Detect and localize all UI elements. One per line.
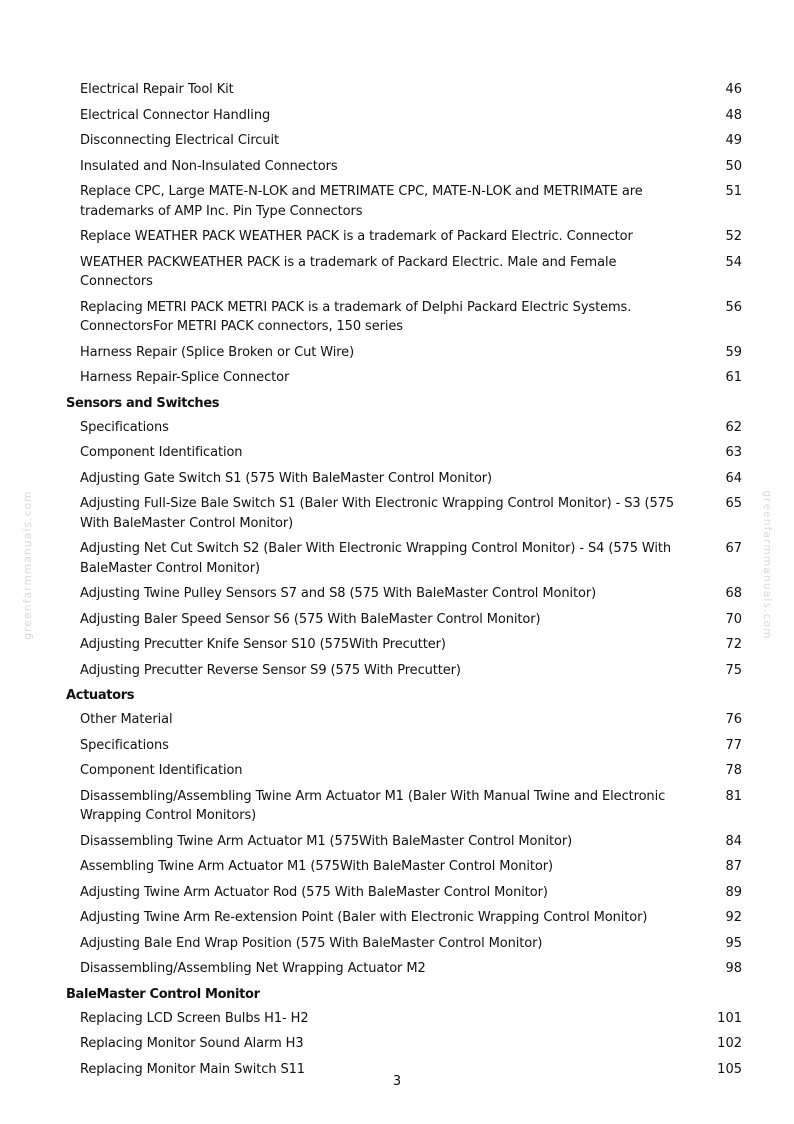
entry-title: Assembling Twine Arm Actuator M1 (575With BaleMaster Control Monitor) [80, 859, 553, 874]
entry-page-number: 75 [725, 662, 742, 678]
toc-entry[interactable] [0, 366, 794, 392]
watermark-left: greenfarmmanuals.com [22, 490, 34, 640]
toc-section-heading [0, 983, 794, 1007]
toc-entry[interactable] [0, 785, 794, 830]
entry-title: Other Material [80, 712, 173, 727]
entry-title: Component Identification [80, 445, 243, 460]
entry-page-number: 54 [725, 254, 742, 270]
entry-title: Replacing LCD Screen Bulbs H1- H2 [80, 1010, 309, 1026]
section-title: Actuators [66, 688, 135, 703]
entry-page-number: 51 [725, 184, 742, 199]
entry-page-number: 49 [725, 133, 742, 148]
toc-entry[interactable] [0, 129, 794, 155]
entry-page-number: 65 [725, 496, 742, 511]
entry-title: Adjusting Precutter Knife Sensor S10 (575With Precutter) [80, 637, 446, 652]
entry-title: Adjusting Precutter Reverse Sensor S9 (575 With Precutter) [80, 662, 461, 678]
entry-page-number: 95 [725, 935, 742, 951]
entry-title: Replace WEATHER PACK WEATHER PACK is a trademark of Packard Electric. Connector [80, 229, 633, 244]
entry-page-number: 62 [725, 419, 742, 435]
entry-title: Adjusting Twine Pulley Sensors S7 and S8 (575 With BaleMaster Control Monitor) [80, 586, 597, 601]
entry-title: Replacing Monitor Main Switch S11 [80, 1061, 305, 1077]
toc-entry[interactable] [0, 957, 794, 983]
entry-title: Disconnecting Electrical Circuit [80, 133, 279, 148]
entry-page-number: 56 [725, 299, 742, 315]
entry-page-number: 72 [725, 637, 742, 652]
toc-entry[interactable] [0, 441, 794, 467]
entry-title: Specifications [80, 419, 169, 435]
toc-entry[interactable] [0, 416, 794, 442]
toc-entry[interactable] [0, 830, 794, 856]
toc-entry[interactable] [0, 881, 794, 907]
toc-entry[interactable] [0, 104, 794, 130]
entry-page-number: 81 [725, 788, 742, 804]
entry-page-number: 50 [725, 158, 742, 174]
toc-entry[interactable] [0, 492, 794, 537]
entry-page-number: 61 [725, 370, 742, 385]
entry-page-number: 92 [725, 910, 742, 925]
section-title: Sensors and Switches [66, 395, 220, 411]
entry-page-number: 70 [725, 611, 742, 627]
entry-page-number: 59 [725, 344, 742, 360]
entry-title: Replacing METRI PACK METRI PACK is a trademark of Delphi Packard Electric Systems. ConnectorsFor METRI PACK connectors, 150 series [80, 299, 632, 334]
toc-entry[interactable] [0, 537, 794, 582]
entry-page-number: 63 [725, 445, 742, 460]
toc-entry[interactable] [0, 1032, 794, 1058]
toc-entry[interactable] [0, 708, 794, 734]
toc-entry[interactable] [0, 734, 794, 760]
entry-title: Disassembling/Assembling Twine Arm Actuator M1 (Baler With Manual Twine and Electronic Wrapping Control Monitors) [80, 788, 666, 823]
toc-entry[interactable] [0, 180, 794, 225]
toc-entry[interactable] [0, 582, 794, 608]
entry-page-number: 98 [725, 961, 742, 976]
toc-entry[interactable] [0, 1007, 794, 1033]
entry-page-number: 101 [717, 1010, 742, 1026]
entry-title: Adjusting Twine Arm Actuator Rod (575 With BaleMaster Control Monitor) [80, 884, 548, 900]
entry-page-number: 46 [725, 82, 742, 97]
entry-page-number: 84 [725, 833, 742, 849]
toc-entry[interactable] [0, 155, 794, 181]
entry-title: Specifications [80, 737, 169, 753]
entry-title: Adjusting Full-Size Bale Switch S1 (Baler With Electronic Wrapping Control Monitor) - S3 (575 With BaleMaster Control Monitor) [80, 496, 675, 531]
section-title: BaleMaster Control Monitor [66, 986, 260, 1002]
entry-title: Replace CPC, Large MATE-N-LOK and METRIMATE CPC, MATE-N-LOK and METRIMATE are trademarks of AMP Inc. Pin Type Connectors [80, 184, 643, 219]
toc-entry[interactable] [0, 759, 794, 785]
toc-entry[interactable] [0, 855, 794, 881]
entry-title: Disassembling/Assembling Net Wrapping Actuator M2 [80, 961, 426, 976]
entry-title: WEATHER PACKWEATHER PACK is a trademark of Packard Electric. Male and Female Connectors [80, 254, 617, 289]
toc-entry[interactable] [0, 608, 794, 634]
entry-title: Insulated and Non-Insulated Connectors [80, 158, 338, 174]
entry-title: Electrical Connector Handling [80, 107, 271, 123]
entry-title: Replacing Monitor Sound Alarm H3 [80, 1036, 304, 1051]
entry-page-number: 67 [725, 541, 742, 556]
toc-entry[interactable] [0, 296, 794, 341]
toc-section-heading [0, 392, 794, 416]
toc-entry[interactable] [0, 467, 794, 493]
entry-title: Adjusting Net Cut Switch S2 (Baler With Electronic Wrapping Control Monitor) - S4 (575 With BaleMaster Control Monitor) [80, 541, 672, 576]
entry-title: Disassembling Twine Arm Actuator M1 (575With BaleMaster Control Monitor) [80, 833, 573, 849]
entry-page-number: 102 [717, 1036, 742, 1051]
entry-page-number: 76 [725, 712, 742, 727]
table-of-contents [0, 78, 794, 1083]
toc-entry[interactable] [0, 225, 794, 251]
toc-entry[interactable] [0, 906, 794, 932]
entry-page-number: 89 [725, 884, 742, 900]
entry-title: Adjusting Baler Speed Sensor S6 (575 With BaleMaster Control Monitor) [80, 611, 541, 627]
entry-title: Adjusting Twine Arm Re-extension Point (Baler with Electronic Wrapping Control Monitor) [80, 910, 648, 925]
toc-section-heading [0, 684, 794, 708]
toc-entry[interactable] [0, 78, 794, 104]
toc-entry[interactable] [0, 251, 794, 296]
entry-title: Harness Repair (Splice Broken or Cut Wire) [80, 344, 355, 360]
entry-page-number: 64 [725, 470, 742, 486]
toc-entry[interactable] [0, 341, 794, 367]
entry-title: Component Identification [80, 763, 243, 778]
watermark-right: greenfarmmanuals.com [761, 490, 773, 640]
entry-title: Harness Repair-Splice Connector [80, 370, 290, 385]
entry-page-number: 78 [725, 763, 742, 778]
entry-title: Adjusting Gate Switch S1 (575 With BaleMaster Control Monitor) [80, 470, 493, 486]
toc-entry[interactable] [0, 932, 794, 958]
entry-title: Electrical Repair Tool Kit [80, 82, 234, 97]
entry-page-number: 77 [725, 737, 742, 753]
page-number: 3 [392, 1074, 402, 1089]
entry-page-number: 48 [725, 107, 742, 123]
entry-page-number: 68 [725, 586, 742, 601]
entry-page-number: 105 [717, 1061, 742, 1077]
toc-entry[interactable] [0, 659, 794, 685]
entry-page-number: 87 [725, 859, 742, 874]
entry-page-number: 52 [725, 229, 742, 244]
toc-entry[interactable] [0, 633, 794, 659]
entry-title: Adjusting Bale End Wrap Position (575 With BaleMaster Control Monitor) [80, 935, 543, 951]
